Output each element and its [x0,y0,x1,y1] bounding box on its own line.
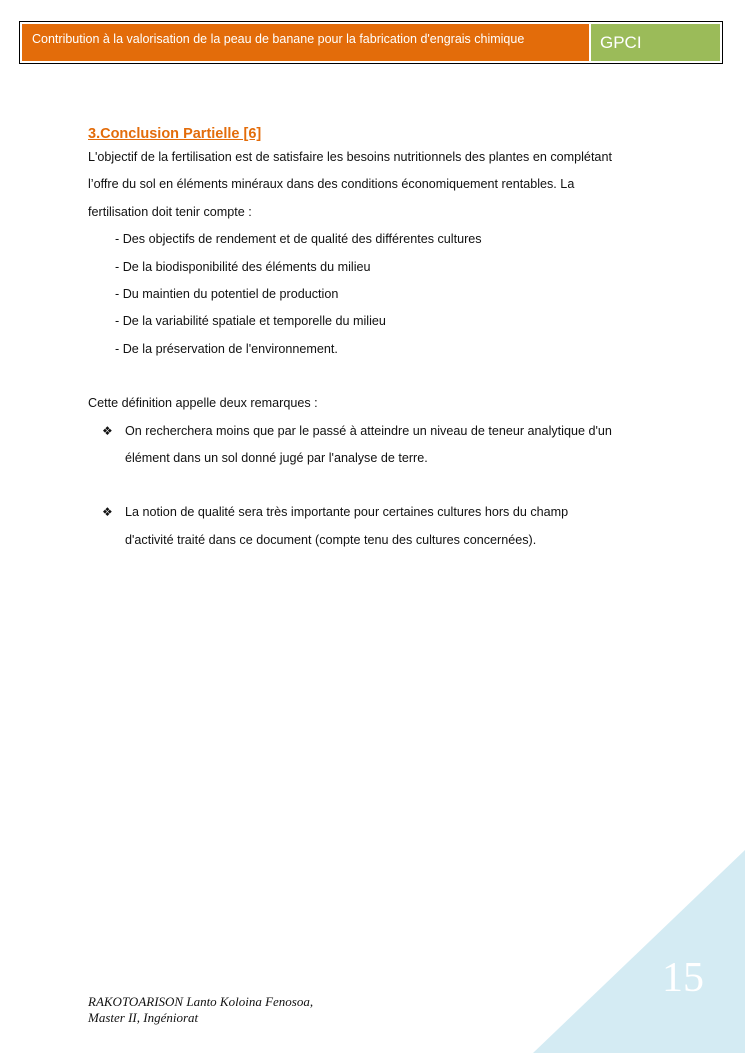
page-number: 15 [662,955,704,1001]
remark-line: La notion de qualité sera très importante pour certaines cultures hors du champ [125,505,569,520]
criteria-item: - De la biodisponibilité des éléments du milieu [115,259,371,274]
diamond-bullet-icon: ❖ [102,505,113,520]
header-code: GPCI [591,24,720,61]
criteria-item: - Des objectifs de rendement et de qualité des différentes cultures [115,232,482,247]
remark-line: d'activité traité dans ce document (compte tenu des cultures concernées). [125,532,537,547]
paragraph-line: L'objectif de la fertilisation est de satisfaire les besoins nutritionnels des plantes en complétant [88,150,612,164]
paragraph-line: l’offre du sol en éléments minéraux dans des conditions économiquement rentables. La [88,177,575,192]
section-heading: 3.Conclusion Partielle [6] [88,126,262,142]
criteria-item: - Du maintien du potentiel de production [115,287,339,302]
corner-decoration [533,850,745,1053]
criteria-list [88,226,678,363]
page-footer [88,994,313,1026]
remark-line: élément dans un sol donné jugé par l'analyse de terre. [125,451,428,466]
page-header [19,21,723,64]
page-content [88,124,678,554]
remarks-intro: Cette définition appelle deux remarques : [88,396,318,411]
header-title: Contribution à la valorisation de la peau de banane pour la fabrication d'engrais chimique [22,24,591,61]
remark-line: On recherchera moins que par le passé à atteindre un niveau de teneur analytique d'un [125,423,612,438]
footer-author: RAKOTOARISON Lanto Koloina Fenosoa, [88,994,314,1009]
remark-item [88,499,678,554]
paragraph-line: fertilisation doit tenir compte : [88,204,252,219]
remark-item [88,418,678,473]
remark-text [125,499,568,554]
criteria-item: - De la préservation de l'environnement. [115,341,338,356]
criteria-item: - De la variabilité spatiale et temporelle du milieu [115,314,386,329]
diamond-bullet-icon: ❖ [102,423,113,438]
remark-text [125,418,612,473]
footer-degree: Master II, Ingéniorat [88,1010,199,1025]
